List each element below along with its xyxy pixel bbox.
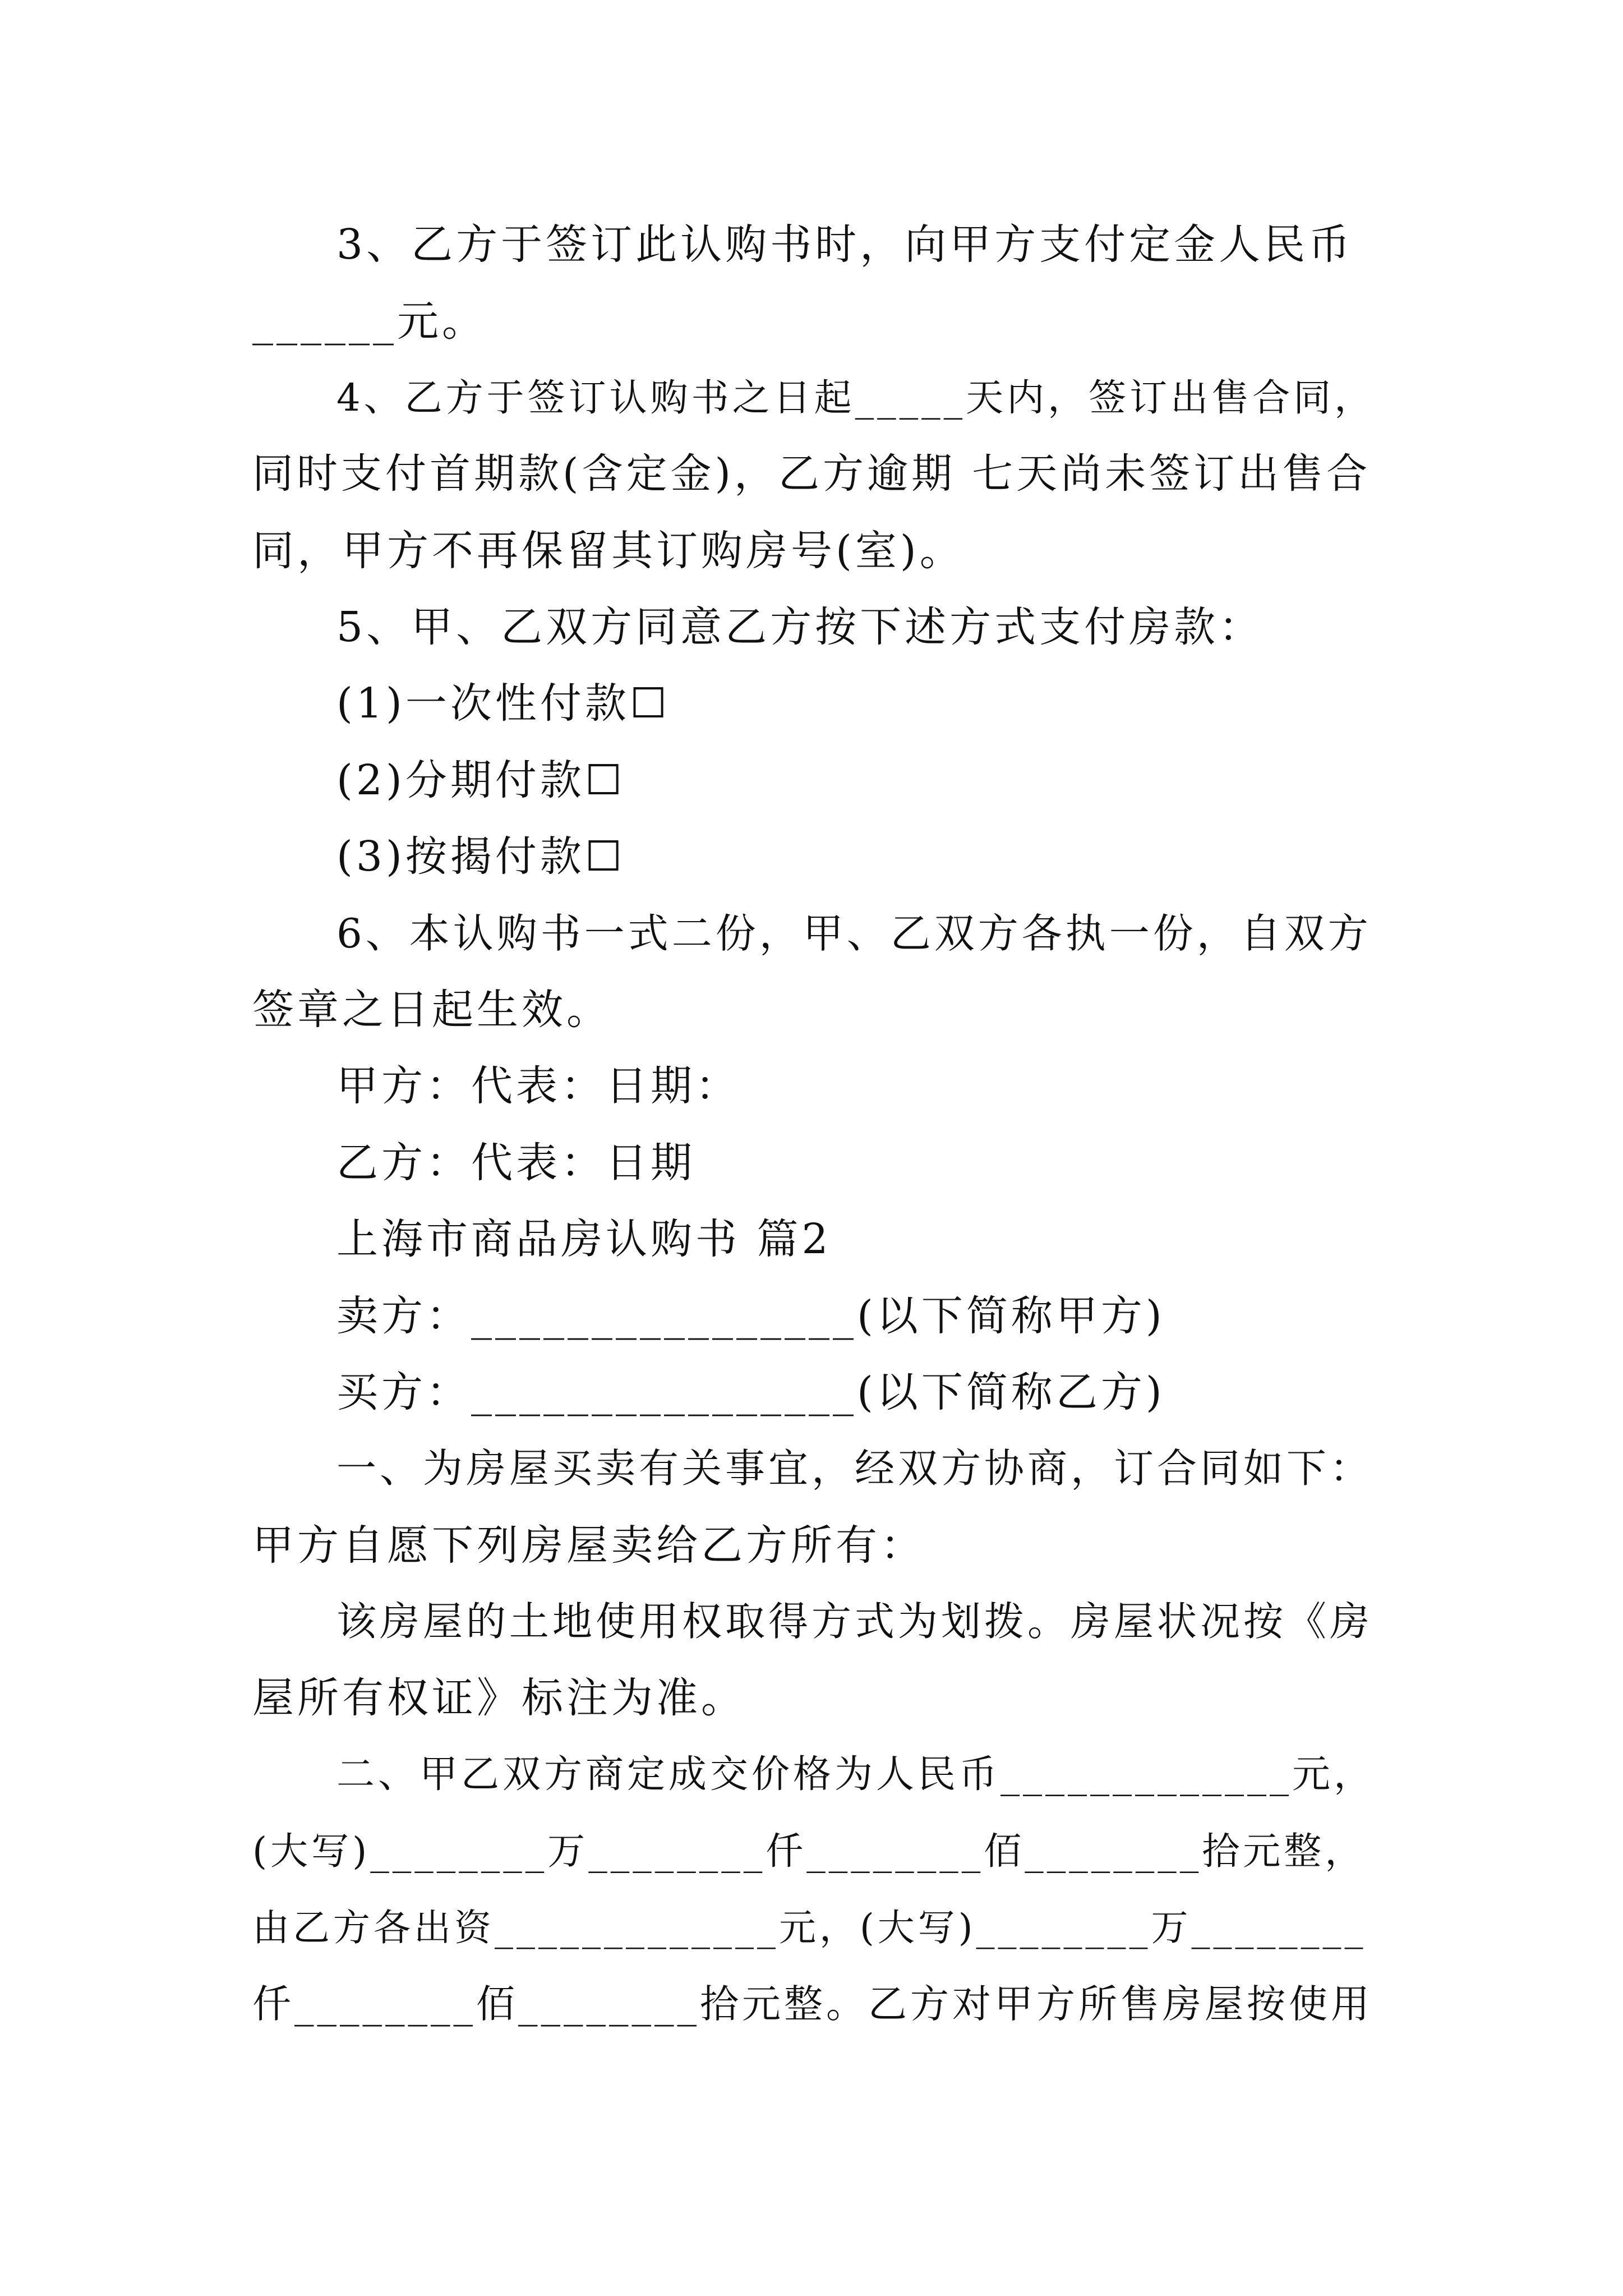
payment-option-1: (1)一次性付款☐ [336,679,671,728]
clause-6-line-2: 签章之日起生效。 [252,986,611,1034]
payment-option-3: (3)按揭付款☐ [336,832,626,881]
article-1-line-2: 甲方自愿下列房屋卖给乙方所有： [252,1521,925,1570]
clause-3-line-2: ______元。 [252,297,487,346]
article-1-line-1: 一、为房屋买卖有关事宜，经双方协商，订合同如下： [336,1445,1373,1492]
clause-6-line-1: 6、本认购书一式二份，甲、乙双方各执一份，自双方 [336,910,1372,957]
party-a-signature-line: 甲方：代表：日期： [336,1062,740,1110]
section-title: 上海市商品房认购书 篇2 [336,1215,832,1263]
clause-5-line: 5、甲、乙双方同意乙方按下述方式支付房款： [336,603,1264,651]
article-2-line-4: 仟________佰________拾元整。乙方对甲方所售房屋按使用 [252,1982,1373,2027]
land-use-line-1: 该房屋的土地使用权取得方式为划拨。房屋状况按《房 [336,1598,1373,1645]
clause-4-line-2: 同时支付首期款(含定金)，乙方逾期 七天尚未签订出售合 [252,450,1371,498]
clause-4-line-1: 4、乙方于签订认购书之日起_____天内，签订出售合同， [336,376,1376,420]
payment-option-2: (2)分期付款☐ [336,756,626,804]
clause-4-line-3: 同，甲方不再保留其订购房号(室)。 [252,527,965,575]
party-b-signature-line: 乙方：代表：日期 [336,1139,695,1187]
article-2-line-1: 二、甲乙双方商定成交价格为人民币_____________元， [336,1752,1376,1797]
article-2-line-2: (大写)________万________仟________佰________拾元整， [252,1829,1366,1873]
land-use-line-2: 屋所有权证》标注为准。 [252,1674,746,1722]
buyer-line: 买方：________________(以下简称乙方) [336,1368,1165,1416]
article-2-line-3: 由乙方各出资_____________元，(大写)________万________ [252,1906,1367,1949]
seller-line: 卖方：________________(以下简称甲方) [336,1292,1165,1340]
clause-3-line-1: 3、乙方于签订此认购书时，向甲方支付定金人民币 [336,220,1354,269]
